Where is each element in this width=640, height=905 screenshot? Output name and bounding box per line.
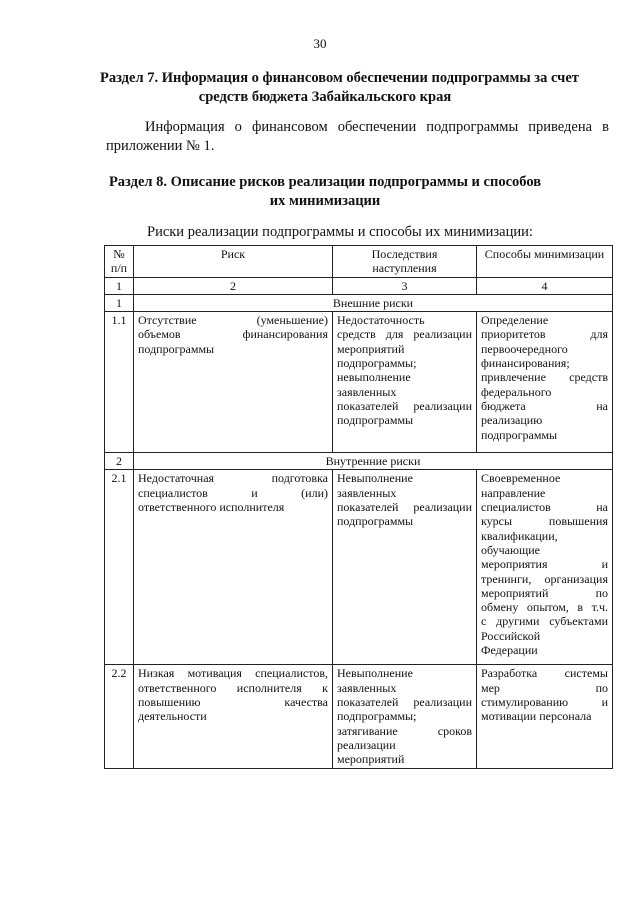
methods-cell: [477, 312, 613, 453]
cell-line: повышению качества: [138, 695, 328, 710]
cell-line: подпрограммы: [337, 514, 414, 529]
page-number: 30: [313, 36, 327, 51]
column-number: 1: [105, 277, 134, 294]
table-row: [105, 312, 613, 453]
group-title: Внутренние риски: [134, 453, 613, 470]
risks-table: [104, 245, 613, 769]
word: подпрограммы: [426, 119, 519, 135]
cell-line: квалификации,: [481, 528, 558, 543]
group-num: 2: [105, 453, 134, 470]
header-methods: Способы минимизации: [477, 246, 613, 278]
cell-line: заявленных: [337, 485, 397, 500]
word: о: [234, 119, 242, 135]
cell-line: реализацию: [481, 413, 543, 428]
cell-line: Российской: [481, 628, 541, 643]
risk-cell: [134, 312, 333, 453]
cell-line: курсы повышения: [481, 514, 608, 529]
cell-line: обмену опытом, в т.ч.: [481, 600, 608, 615]
section-7-title-line: средств бюджета Забайкальского края: [198, 89, 452, 105]
section-7-text-line: [106, 118, 609, 137]
cell-line: ответственного исполнителя: [138, 500, 285, 515]
cell-line: заявленных: [337, 384, 397, 399]
word: обеспечении: [337, 119, 417, 135]
header-consequences-line: Последствия: [371, 247, 438, 261]
cell-line: мероприятий: [337, 341, 405, 356]
table-row: [105, 470, 613, 665]
cell-line: мотивации персонала: [481, 709, 592, 724]
row-num: 1.1: [105, 312, 134, 453]
cell-line: Определение: [481, 313, 549, 328]
section-7-text: [106, 118, 609, 156]
cell-line: стимулированию и: [481, 695, 608, 710]
cell-line: мероприятий: [337, 752, 405, 767]
cell-line: заявленных: [337, 680, 397, 695]
word: финансовом: [251, 119, 328, 135]
cell-line: с другими субъектами: [481, 614, 608, 629]
cell-line: первоочередного: [481, 341, 568, 356]
cell-line: Федерации: [481, 643, 538, 658]
group-num: 1: [105, 294, 134, 311]
cell-line: приоритетов для: [481, 327, 608, 342]
consequences-cell: [333, 470, 477, 665]
section-7-title-line: Раздел 7. Информация о финансовом обеспечении подпрограммы за счет: [100, 70, 579, 86]
cell-line: подпрограммы: [138, 341, 215, 356]
cell-line: мер по: [481, 680, 608, 695]
row-num: 2.2: [105, 665, 134, 768]
cell-line: подпрограммы: [481, 427, 558, 442]
risk-cell: [134, 470, 333, 665]
header-num-line: п/п: [110, 261, 128, 276]
cell-line: Низкая мотивация специалистов,: [138, 666, 328, 681]
cell-line: привлечение средств: [481, 370, 608, 385]
header-consequences: [333, 246, 477, 278]
group-row-internal: [105, 453, 613, 470]
column-number: 4: [477, 277, 613, 294]
methods-cell: [477, 470, 613, 665]
cell-line: специалистов и (или): [138, 485, 328, 500]
cell-line: подпрограммы;: [337, 709, 417, 724]
cell-line: Отсутствие (уменьшение): [138, 313, 328, 328]
table-row: [105, 665, 613, 768]
word: в: [602, 119, 609, 135]
cell-line: показателей реализации: [337, 398, 472, 413]
header-num: [105, 246, 134, 278]
section-8-title: [100, 173, 550, 211]
cell-line: показателей реализации: [337, 500, 472, 515]
cell-line: Разработка системы: [481, 666, 608, 681]
cell-line: федерального: [481, 384, 552, 399]
cell-line: мероприятий по: [481, 585, 608, 600]
cell-line: Невыполнение: [337, 471, 413, 486]
risk-cell: [134, 665, 333, 768]
group-row-external: [105, 294, 613, 311]
column-numbers-row: [105, 277, 613, 294]
cell-line: финансирования;: [481, 356, 570, 371]
group-title: Внешние риски: [134, 294, 613, 311]
cell-line: объемов финансирования: [138, 327, 328, 342]
row-num: 2.1: [105, 470, 134, 665]
cell-line: Своевременное: [481, 471, 561, 486]
section-7-text-line: приложении № 1.: [106, 138, 215, 154]
cell-line: подпрограммы: [337, 413, 414, 428]
cell-line: мероприятия и: [481, 557, 608, 572]
section-8-title-line: Раздел 8. Описание рисков реализации подпрограммы и способов: [108, 174, 542, 190]
cell-line: ответственного исполнителя к: [138, 680, 328, 695]
consequences-cell: [333, 665, 477, 768]
header-num-line: №: [113, 247, 125, 261]
cell-line: реализации: [337, 737, 396, 752]
header-consequences-line: наступления: [372, 261, 437, 276]
cell-line: Недостаточность: [337, 313, 425, 328]
header-risk: Риск: [134, 246, 333, 278]
methods-cell: [477, 665, 613, 768]
cell-line: тренинги, организация: [481, 571, 608, 586]
consequences-cell: [333, 312, 477, 453]
word: Информация: [145, 119, 225, 135]
cell-line: обучающие: [481, 542, 540, 557]
table-header-row: [105, 246, 613, 278]
cell-line: деятельности: [138, 709, 207, 724]
cell-line: специалистов на: [481, 500, 608, 515]
section-7-title: [100, 69, 579, 107]
cell-line: Невыполнение: [337, 666, 413, 681]
cell-line: невыполнение: [337, 370, 411, 385]
cell-line: затягивание сроков: [337, 723, 472, 738]
column-number: 2: [134, 277, 333, 294]
column-number: 3: [333, 277, 477, 294]
word: приведена: [528, 119, 593, 135]
cell-line: Недостаточная подготовка: [138, 471, 328, 486]
cell-line: средств для реализации: [337, 327, 472, 342]
cell-line: бюджета на: [481, 398, 608, 413]
table-intro: Риски реализации подпрограммы и способы их минимизации:: [147, 224, 533, 240]
section-8-title-line: их минимизации: [269, 193, 381, 209]
cell-line: подпрограммы;: [337, 356, 417, 371]
cell-line: показателей реализации: [337, 695, 472, 710]
cell-line: направление: [481, 485, 546, 500]
